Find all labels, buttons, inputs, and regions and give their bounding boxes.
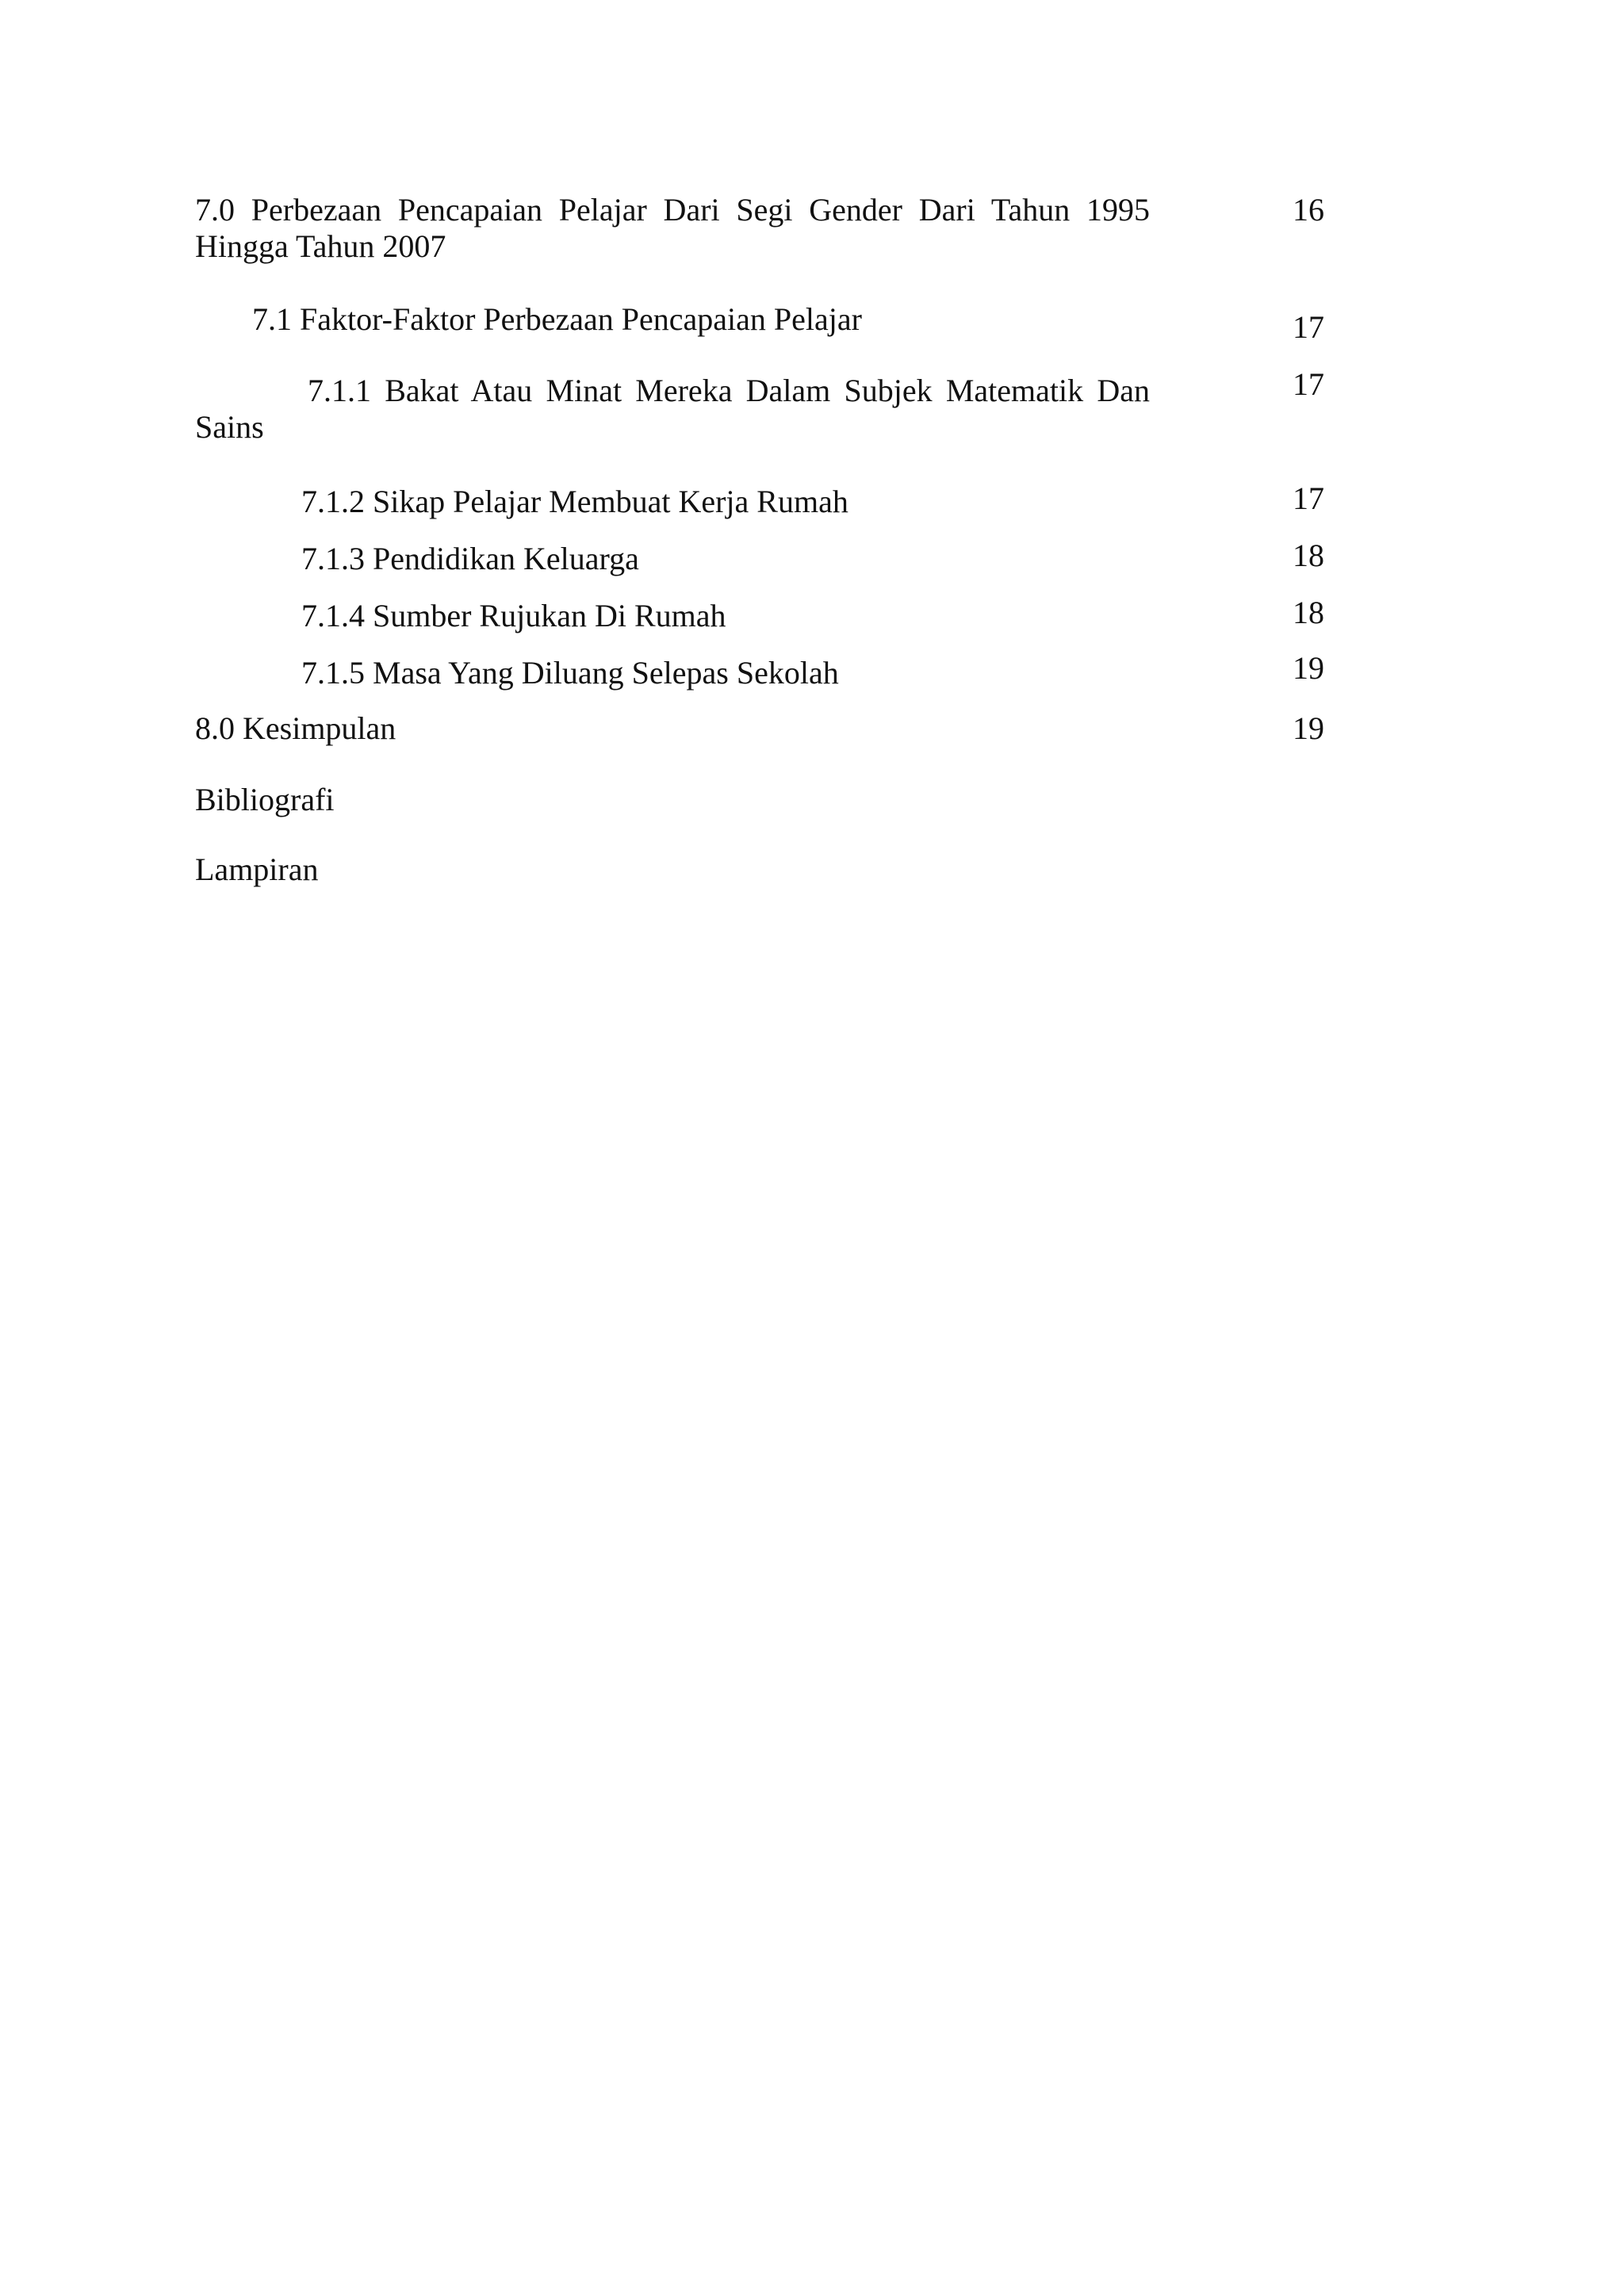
toc-entry-7-0-line1: 7.0 Perbezaan Pencapaian Pelajar Dari Segi Gender Dari Tahun 1995 [195,192,1150,228]
toc-entry-7-1-4: 7.1.4 Sumber Rujukan Di Rumah [301,598,726,633]
toc-page-number-7-1-5: 19 [1293,650,1324,686]
toc-page-number-7-1-4: 18 [1293,595,1324,630]
toc-entry-7-1-5: 7.1.5 Masa Yang Diluang Selepas Sekolah [301,655,839,691]
toc-page-number-7-1: 17 [1293,309,1324,345]
toc-entry-7-0-line2: Hingga Tahun 2007 [195,228,446,264]
toc-entry-7-1-1 [195,373,1150,446]
toc-page-number-7-0: 16 [1293,192,1324,228]
toc-entry-7-1: 7.1 Faktor-Faktor Perbezaan Pencapaian Pelajar [252,301,862,337]
toc-page-number-7-1-1: 17 [1293,366,1324,402]
toc-entry-7-1-2: 7.1.2 Sikap Pelajar Membuat Kerja Rumah [301,484,848,519]
toc-entry-lampiran: Lampiran [195,851,319,887]
toc-entry-7-0 [195,192,1150,265]
toc-entry-7-1-3: 7.1.3 Pendidikan Keluarga [301,541,639,576]
toc-entry-7-1-1-line1: 7.1.1 Bakat Atau Minat Mereka Dalam Subjek Matematik Dan [308,373,1150,408]
toc-page-number-7-1-3: 18 [1293,538,1324,573]
toc-entry-bibliografi: Bibliografi [195,782,335,817]
toc-page-number-8-0: 19 [1293,710,1324,746]
toc-entry-8-0: 8.0 Kesimpulan [195,710,396,746]
toc-entry-7-1-1-line2: Sains [195,409,264,445]
toc-page-number-7-1-2: 17 [1293,480,1324,516]
